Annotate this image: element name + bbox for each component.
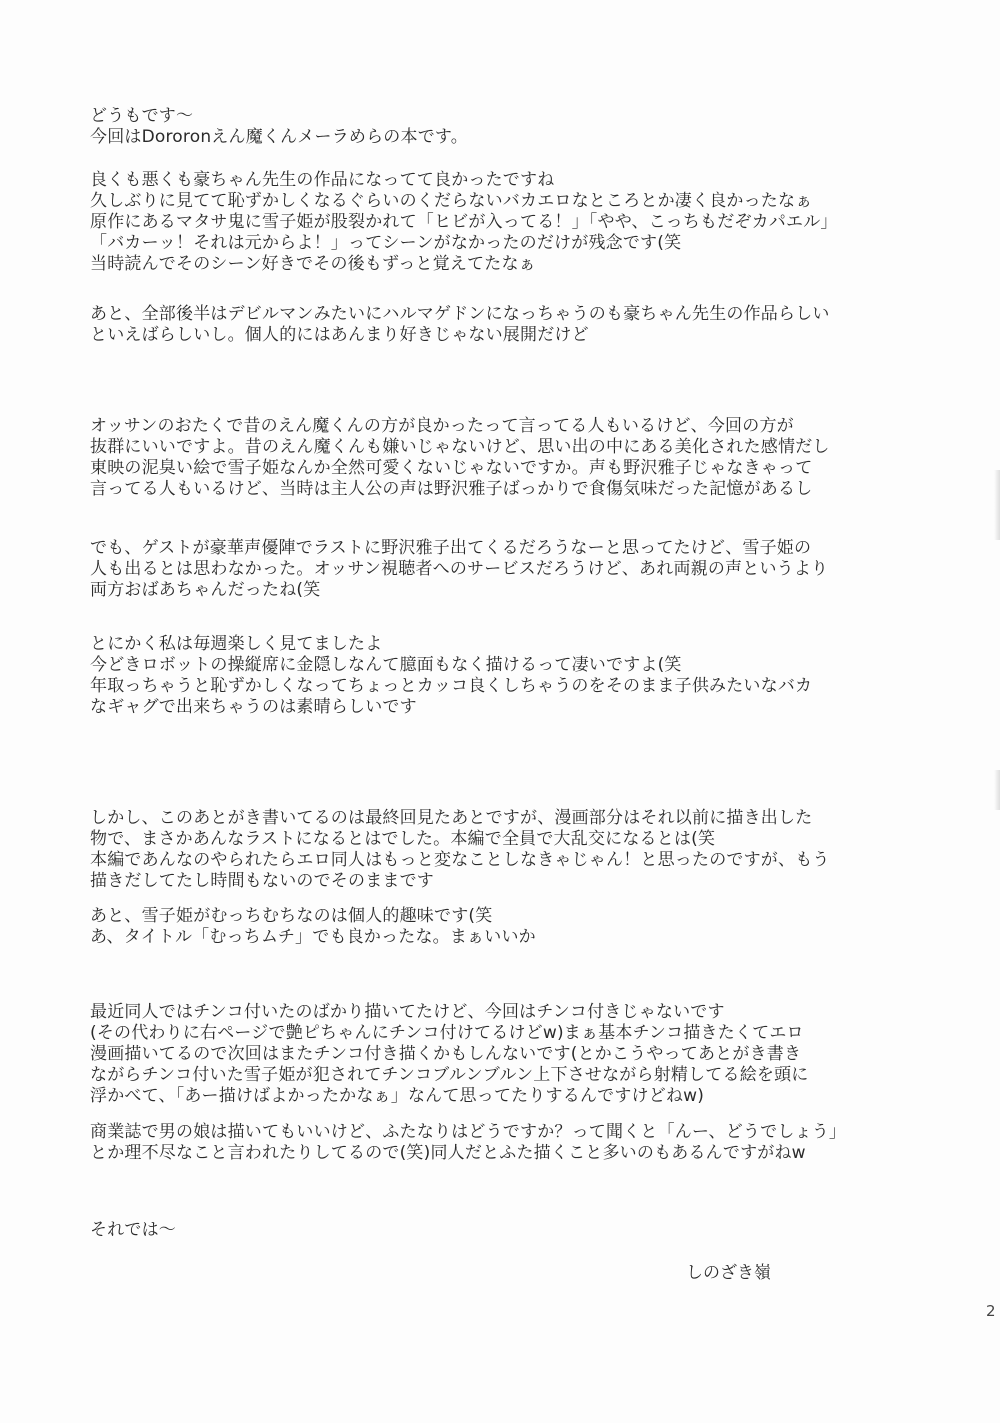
paragraph-doujin [90, 1002, 950, 1107]
author-signature: しのざき嶺 [686, 1263, 771, 1283]
text-line: 浮かべて、「あー描けばよかったかなぁ」なんて思ってたりするんですけどねw) [90, 1086, 705, 1106]
paragraph-greeting [90, 106, 950, 148]
page-number: 2 [986, 1302, 996, 1320]
text-line: とにかく私は毎週楽しく見てましたよ [90, 634, 383, 654]
paragraph-closing [90, 1220, 950, 1241]
text-line: 年取っちゃうと恥ずかしくなってちょっとカッコ良くしちゃうのをそのまま子供みたいなバカ [90, 676, 813, 696]
text-line: 人も出るとは思わなかった。オッサン視聴者へのサービスだろうけど、あれ両親の声というより [90, 559, 829, 579]
text-line: 言ってる人もいるけど、当時は主人公の声は野沢雅子ばっかりで食傷気味だった記憶があるし [90, 479, 813, 499]
paragraph-old-vs-new [90, 416, 950, 500]
text-line: 本編であんなのやられたらエロ同人はもっと変なことしなきゃじゃん！と思ったのですが、もう [90, 850, 830, 870]
text-line: 今どきロボットの操縦席に金隠しなんて臆面もなく描けるって凄いですよ(笑 [90, 655, 682, 675]
paragraph-commercial [90, 1122, 950, 1164]
text-line: でも、ゲストが豪華声優陣でラストに野沢雅子出てくるだろうなーと思ってたけど、雪子姫の [90, 538, 812, 558]
binding-shadow [994, 470, 1000, 540]
text-line: 東映の泥臭い絵で雪子姫なんか全然可愛くないじゃないですか。声も野沢雅子じゃなきゃって [90, 458, 813, 478]
text-line: 原作にあるマタサ鬼に雪子姫が股裂かれて「ヒビが入ってる！」「やや、こっちもだぞカパエル」 [90, 212, 838, 232]
text-line: しかし、このあとがき書いてるのは最終回見たあとですが、漫画部分はそれ以前に描き出した [90, 808, 813, 828]
paragraph-impressions [90, 170, 950, 275]
text-line: なギャグで出来ちゃうのは素晴らしいです [90, 697, 417, 717]
text-line: 今回はDororonえん魔くんメーラめらの本です。 [90, 127, 468, 147]
text-line: 描きだしてたし時間もないのでそのままです [90, 871, 434, 891]
text-line: ながらチンコ付いた雪子姫が犯されてチンコブルンブルン上下させながら射精してる絵を頭に [90, 1065, 809, 1085]
text-line: 良くも悪くも豪ちゃん先生の作品になってて良かったですね [90, 170, 555, 190]
paragraph-weekly [90, 634, 950, 718]
paragraph-final-episode [90, 808, 950, 892]
text-line: 当時読んでそのシーン好きでその後もずっと覚えてたなぁ [90, 254, 536, 274]
text-line: 漫画描いてるので次回はまたチンコ付き描くかもしんないです(とかこうやってあとがき書き [90, 1044, 802, 1064]
paragraph-personal-taste [90, 906, 950, 948]
text-line: あ、タイトル「むっちムチ」でも良かったな。まぁいいか [90, 927, 536, 947]
text-line: 物で、まさかあんなラストになるとはでした。本編で全員で大乱交になるとは(笑 [90, 829, 716, 849]
text-line: とか理不尽なこと言われたりしてるので(笑)同人だとふた描くこと多いのもあるんですがねw [90, 1143, 806, 1163]
text-line: どうもです～ [90, 106, 194, 126]
text-line: 商業誌で男の娘は描いてもいいけど、ふたなりはどうですか？って聞くと「んー、どうでしょう」 [90, 1122, 847, 1142]
text-line: (その代わりに右ページで艶ピちゃんにチンコ付けてるけどw)まぁ基本チンコ描きたくてエロ [90, 1023, 804, 1043]
text-line: 最近同人ではチンコ付いたのばかり描いてたけど、今回はチンコ付きじゃないです [90, 1002, 725, 1022]
text-line: 両方おばあちゃんだったね(笑 [90, 580, 321, 600]
paragraph-armageddon [90, 304, 950, 346]
text-line: 抜群にいいですよ。昔のえん魔くんも嫌いじゃないけど、思い出の中にある美化された感情だし [90, 437, 830, 457]
text-line: オッサンのおたくで昔のえん魔くんの方が良かったって言ってる人もいるけど、今回の方が [90, 416, 794, 436]
binding-shadow [994, 770, 1000, 810]
text-line: あと、全部後半はデビルマンみたいにハルマゲドンになっちゃうのも豪ちゃん先生の作品らしい [90, 304, 830, 324]
text-line: それでは～ [90, 1220, 176, 1240]
text-line: 「バカーッ！それは元からよ！」ってシーンがなかったのだけが残念です(笑 [90, 233, 682, 253]
text-line: 久しぶりに見てて恥ずかしくなるぐらいのくだらないバカエロなところとか凄く良かったなぁ [90, 191, 813, 211]
text-line: といえばらしいし。個人的にはあんまり好きじゃない展開だけど [90, 325, 589, 345]
text-line: あと、雪子姫がむっちむちなのは個人的趣味です(笑 [90, 906, 493, 926]
paragraph-guest-cast [90, 538, 950, 601]
